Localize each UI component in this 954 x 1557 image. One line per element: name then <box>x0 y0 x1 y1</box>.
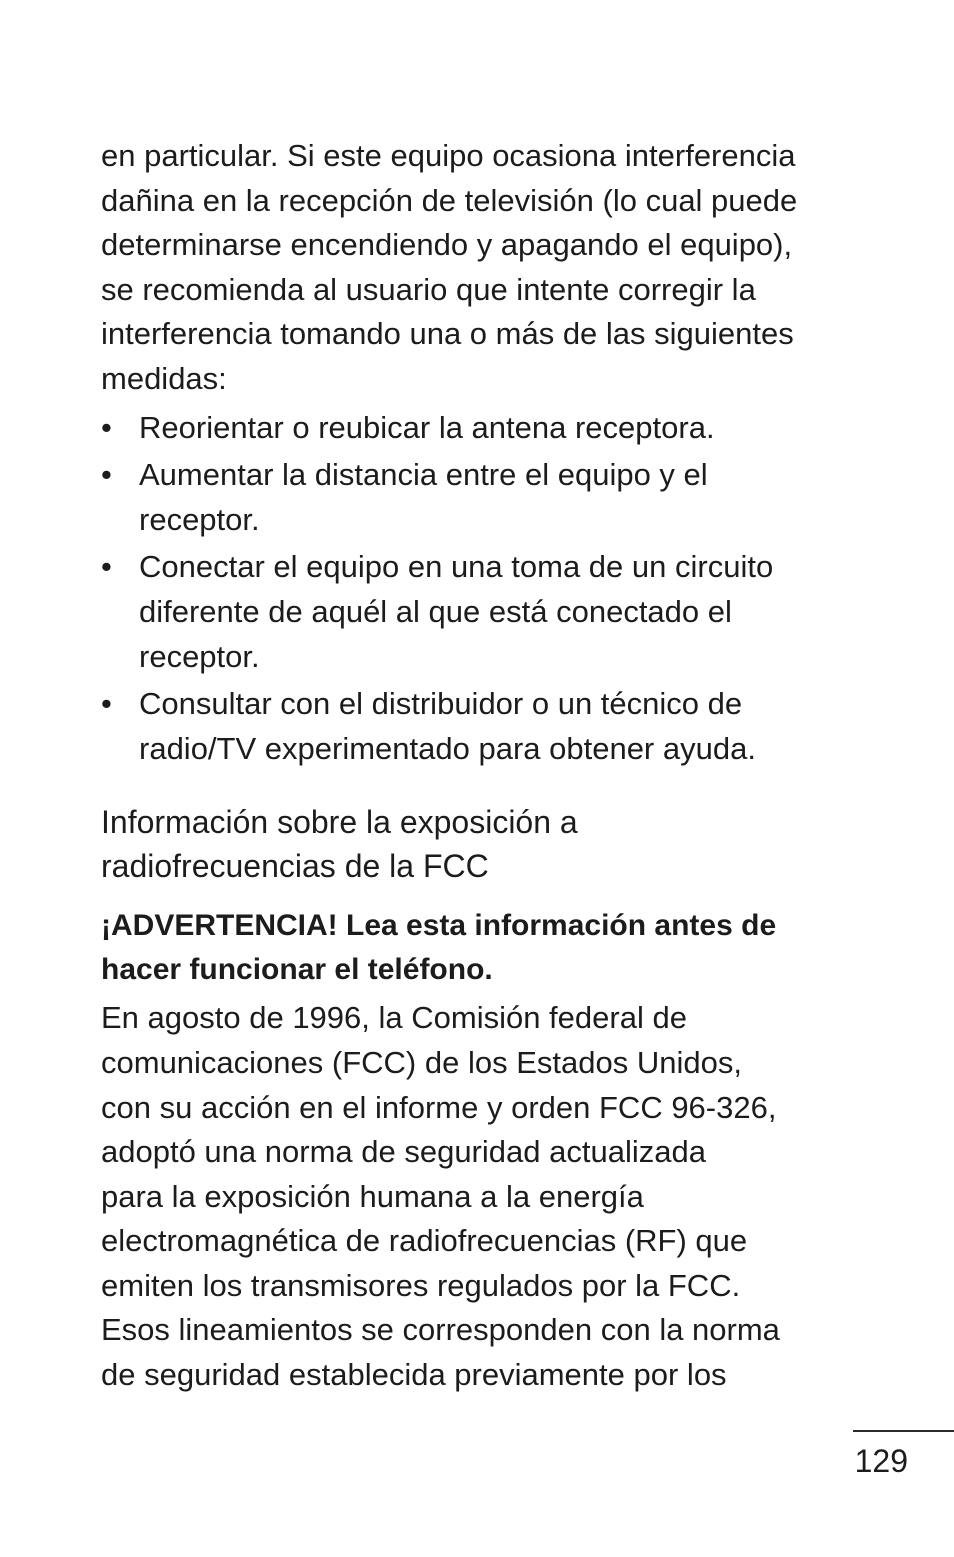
paragraph-line: comunicaciones (FCC) de los Estados Unidos, <box>101 1044 742 1080</box>
intro-paragraph <box>101 134 881 402</box>
list-item-line: Aumentar la distancia entre el equipo y el <box>139 457 708 493</box>
paragraph-line: Esos lineamientos se corresponden con la norma <box>101 1312 780 1348</box>
paragraph-line: electromagnética de radiofrecuencias (RF) que <box>101 1223 748 1259</box>
paragraph-line: dañina en la recepción de televisión (lo cual puede <box>101 182 798 218</box>
list-item-line: receptor. <box>139 501 260 537</box>
bullet-icon: • <box>101 457 112 493</box>
paragraph-line: con su acción en el informe y orden FCC 96-326, <box>101 1089 777 1125</box>
warning-line: ¡ADVERTENCIA! Lea esta información antes de <box>101 909 777 943</box>
paragraph-line: de seguridad establecida previamente por los <box>101 1357 727 1393</box>
warning-line: hacer funcionar el teléfono. <box>101 953 493 987</box>
body-paragraph <box>101 996 881 1397</box>
list-item <box>101 545 881 679</box>
bullet-icon: • <box>101 549 112 585</box>
list-item-line: Conectar el equipo en una toma de un circuito <box>139 549 774 585</box>
heading-line: Información sobre la exposición a <box>101 804 578 841</box>
page-content <box>101 134 881 1398</box>
page-number: 129 <box>854 1443 908 1479</box>
bullet-icon: • <box>101 409 112 445</box>
paragraph-line: determinarse encendiendo y apagando el equipo), <box>101 227 793 263</box>
paragraph-line: medidas: <box>101 360 227 396</box>
list-item-line: diferente de aquél al que está conectado el <box>139 593 732 629</box>
paragraph-line: interferencia tomando una o más de las siguientes <box>101 316 794 352</box>
heading-line: radiofrecuencias de la FCC <box>101 848 489 885</box>
footer-divider <box>853 1430 954 1432</box>
paragraph-line: En agosto de 1996, la Comisión federal de <box>101 1000 687 1036</box>
paragraph-line: emiten los transmisores regulados por la FCC. <box>101 1267 741 1303</box>
list-item <box>101 682 881 771</box>
measures-list <box>101 406 881 772</box>
list-item-line: receptor. <box>139 638 260 674</box>
paragraph-line: para la exposición humana a la energía <box>101 1178 644 1214</box>
list-item-line: Consultar con el distribuidor o un técnico de <box>139 686 743 722</box>
paragraph-line: adoptó una norma de seguridad actualizada <box>101 1134 706 1170</box>
list-item <box>101 453 881 542</box>
paragraph-line: en particular. Si este equipo ocasiona interferencia <box>101 138 796 173</box>
list-item <box>101 406 881 451</box>
list-item-line: Reorientar o reubicar la antena receptora. <box>139 409 715 445</box>
bullet-icon: • <box>101 686 112 722</box>
list-item-line: radio/TV experimentado para obtener ayuda. <box>139 730 756 766</box>
warning-notice <box>101 904 881 992</box>
paragraph-line: se recomienda al usuario que intente corregir la <box>101 271 756 307</box>
section-heading <box>101 800 881 888</box>
